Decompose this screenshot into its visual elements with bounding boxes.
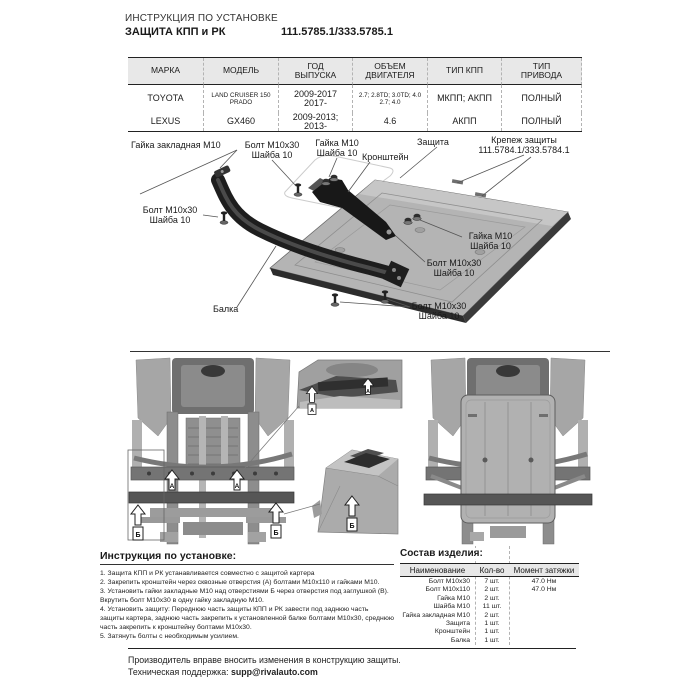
- part-qty: 2 шт.: [484, 586, 500, 594]
- bolt-icon: [220, 211, 228, 224]
- parts-list-header: [400, 563, 579, 577]
- part-number: 111.5785.1/333.5785.1: [281, 26, 393, 38]
- footer-divider: [128, 648, 576, 649]
- document-subtitle: ИНСТРУКЦИЯ ПО УСТАНОВКЕ: [125, 13, 278, 24]
- svg-text:Б: Б: [135, 532, 141, 539]
- part-name: Гайка М10: [437, 594, 470, 602]
- part-name: Кронштейн: [434, 628, 470, 636]
- parts-list-title: Состав изделия:: [400, 548, 486, 559]
- parts-list-body: [400, 578, 579, 645]
- part-qty: 1 шт.: [484, 619, 500, 627]
- vehicle-spec-table: [128, 57, 582, 132]
- svg-text:Б: Б: [349, 523, 355, 530]
- part-qty: 7 шт.: [484, 578, 500, 585]
- cell-engine: 2.7; 2.8TD; 3.0TD; 4.0 2.7; 4.0: [352, 85, 427, 113]
- cell-brand: LEXUS: [150, 116, 181, 127]
- title-rule: [100, 564, 394, 565]
- part-name: Балка: [450, 636, 470, 644]
- detail-inset-bottom: [284, 449, 398, 534]
- section-divider: [130, 351, 610, 352]
- label-sliding-nut: Гайка закладная М10: [131, 140, 221, 150]
- label-bracket: Кронштейн: [362, 152, 409, 162]
- cell-model: LAND CRUISER 150 PRADO: [203, 85, 278, 113]
- part-torque: [509, 612, 579, 620]
- cell-brand: TOYOTA: [147, 93, 184, 104]
- label-nut-washer: Гайка М10 Шайба 10: [315, 138, 359, 158]
- support-email: supp@rivalauto.com: [231, 667, 318, 677]
- label-fastener-kit: Крепеж защиты 111.5784.1/333.5784.1: [478, 135, 570, 155]
- footer-support: Техническая поддержка: supp@rivalauto.com: [128, 667, 318, 677]
- cell-gearbox: МКПП; АКПП: [427, 85, 501, 113]
- instruction-step: 1. Защита КПП и РК устанавливается совместно с защитой картера: [100, 570, 315, 577]
- col-header-year: ГОД ВЫПУСКА: [278, 58, 352, 85]
- part-torque: [509, 628, 579, 636]
- svg-text:А: А: [366, 388, 370, 395]
- part-name: Шайба М10: [433, 603, 470, 611]
- cell-year: 2009-2017 2017-: [278, 85, 352, 113]
- col-header-gearbox: ТИП КПП: [427, 58, 501, 85]
- exploded-diagram-svg: [90, 130, 610, 355]
- svg-text:А: А: [169, 483, 175, 490]
- underbody-view-after: [424, 358, 592, 544]
- col-header-torque: Момент затяжки: [513, 565, 575, 575]
- label-bolt-washer: Болт М10х30 Шайба 10: [244, 140, 300, 160]
- instruction-step: 2. Закрепить кронштейн через сквозные отверстия (А) болтами М10х110 и гайками М10.: [100, 579, 380, 586]
- svg-text:Б: Б: [273, 530, 279, 537]
- col-header-qty: Кол-во: [479, 565, 505, 575]
- part-qty: 1 шт.: [484, 628, 500, 636]
- instructions-title: Инструкция по установке:: [100, 550, 237, 562]
- part-qty: 2 шт.: [484, 594, 500, 602]
- col-header-model: МОДЕЛЬ: [203, 58, 278, 85]
- part-qty: 11 шт.: [482, 603, 502, 611]
- part-name: Защита: [445, 619, 470, 627]
- document-title: ЗАЩИТА КПП и РК: [125, 26, 226, 38]
- part-name: Гайка закладная М10: [402, 611, 470, 619]
- cell-drive: ПОЛНЫЙ: [501, 113, 582, 131]
- part-torque: [509, 603, 579, 611]
- bolt-icon: [331, 293, 339, 306]
- underbody-view-before: [128, 358, 294, 544]
- instruction-step: 5. Затянуть болты с необходимым усилием.: [100, 633, 239, 640]
- part-name: Болт М10х110: [425, 586, 470, 594]
- cell-year: 2009-2013; 2013-: [278, 113, 352, 131]
- instruction-step: 3. Установить гайки закладные М10 над отверстиями Б через отверстия под заглушкой (В). Вкрутить болт М10х30 в одну гайку закладную М10.: [100, 588, 389, 604]
- underbody-views-svg: [0, 356, 700, 548]
- cell-drive: ПОЛНЫЙ: [501, 85, 582, 113]
- part-torque: [509, 637, 579, 645]
- footer-disclaimer: Производитель вправе вносить изменения в конструкцию защиты.: [128, 655, 401, 665]
- parts-list-table: [400, 546, 579, 647]
- col-header-name: Наименование: [409, 565, 466, 575]
- cell-gearbox: АКПП: [427, 113, 501, 131]
- label-plate: Защита: [417, 137, 449, 147]
- cell-model: GX460: [203, 113, 278, 131]
- svg-text:А: А: [234, 483, 240, 490]
- label-bolt-washer: Болт М10х30 Шайба 10: [426, 258, 482, 278]
- part-qty: 1 шт.: [484, 636, 500, 644]
- svg-text:А: А: [309, 408, 315, 414]
- label-bolt-washer: Болт М10х30 Шайба 10: [142, 205, 198, 225]
- label-nut-washer: Гайка М10 Шайба 10: [468, 231, 513, 251]
- footer: [128, 654, 401, 678]
- part-torque: [509, 620, 579, 628]
- part-qty: 2 шт.: [484, 611, 500, 619]
- part-torque: 47.0 Нм: [531, 586, 557, 594]
- col-header-brand: МАРКА: [128, 58, 203, 85]
- instruction-step: 4. Установить защиту: Переднюю часть защиты КПП и РК завести под заднюю часть защиты картера, заднюю часть закрепить к установленной балке болтами М10х30, среднюю часть закрепить к кронштейну болтами М10х30.: [100, 606, 394, 631]
- part-name: Болт М10х30: [428, 578, 470, 585]
- part-torque: [509, 595, 579, 603]
- col-header-engine: ОБЪЕМ ДВИГАТЕЛЯ: [352, 58, 427, 85]
- part-torque: 47.0 Нм: [531, 578, 557, 585]
- installation-instructions: [100, 550, 394, 641]
- col-header-drive: ТИП ПРИВОДА: [501, 58, 582, 85]
- cell-engine: 4.6: [352, 113, 427, 131]
- label-beam: Балка: [213, 304, 239, 314]
- label-bolt-washer: Болт М10х30 Шайба 10: [411, 301, 467, 321]
